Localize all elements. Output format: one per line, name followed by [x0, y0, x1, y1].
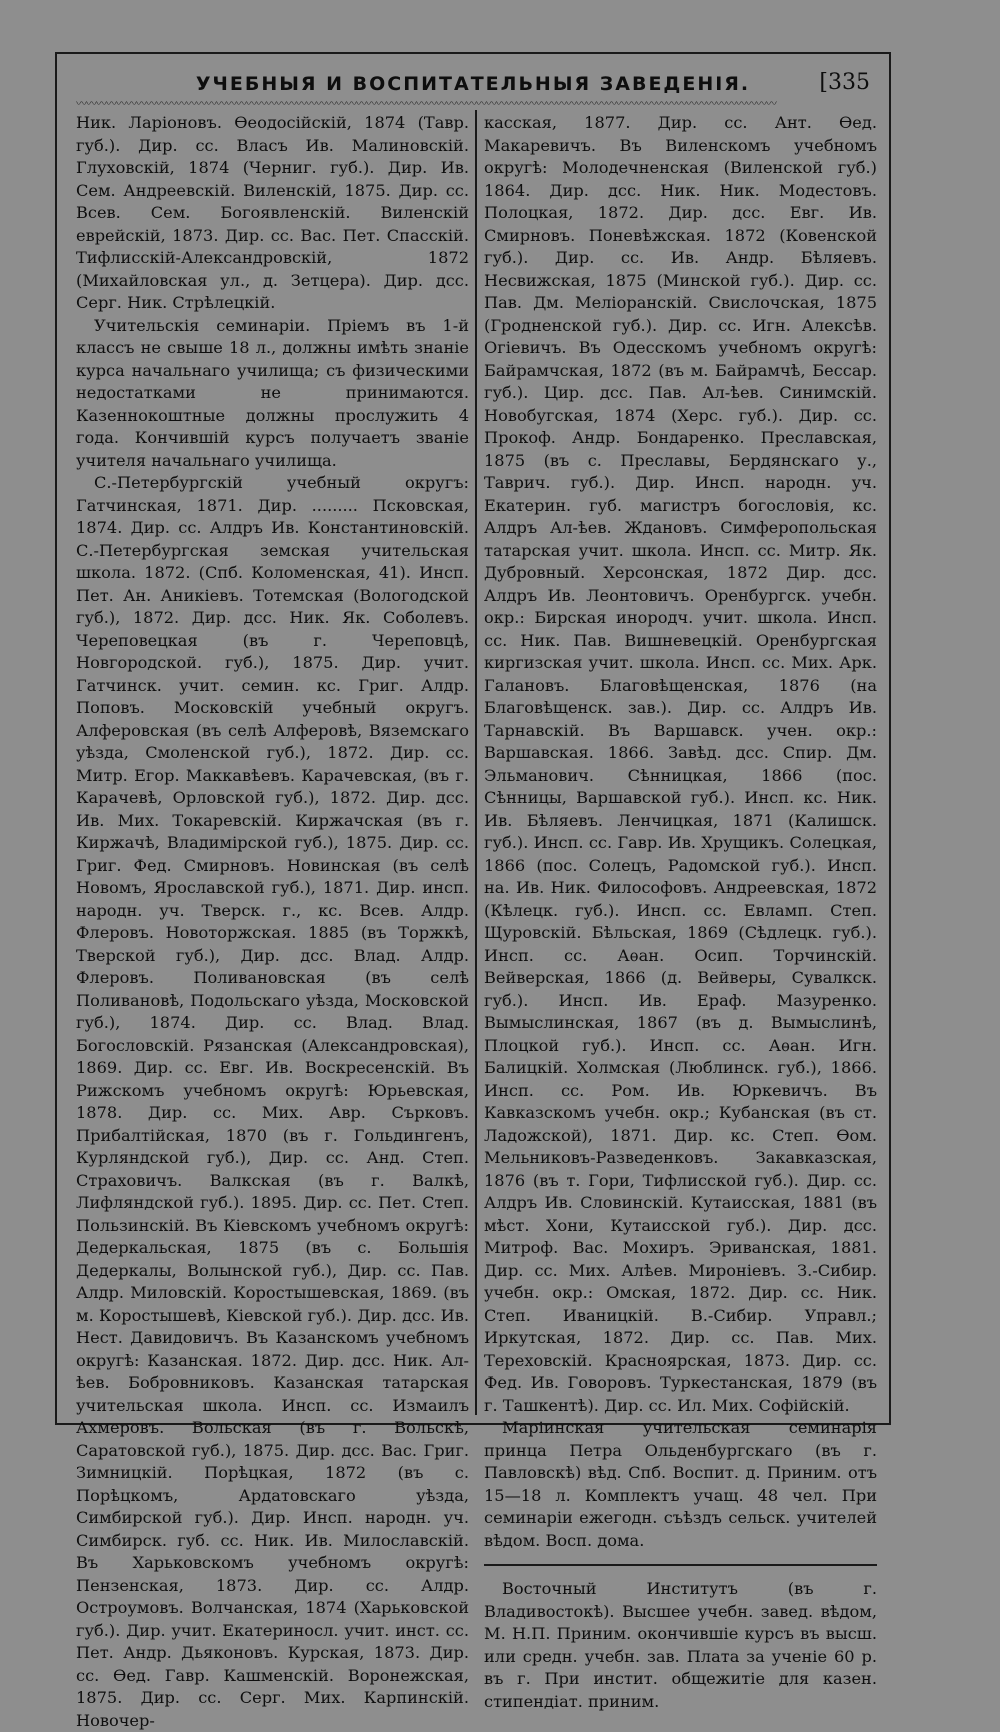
column-divider — [475, 110, 477, 1415]
text-paragraph: Учительскія семинаріи. Пріемъ въ 1-й классъ не свыше 18 л., должны имѣть знаніе курса начальнаго училища; съ физическими недостатками не принимаются. Казеннокоштные должны прослужить 4 года. Кончившій курсъ получаетъ званіе учителя начальнаго училища. — [76, 315, 469, 470]
text-paragraph: касская, 1877. Дир. сс. Ант. Ѳед. Макаревичъ. Въ Виленскомъ учебномъ округѣ: Молодечненская (Виленской губ.) 1864. Дир. дсс. Ник. Ник. Модестовъ. Полоцкая, 1872. Дир. дсс. Евг. Ив. Смирновъ. Поневѣжская. 1872 (Ковенской губ.). Дир. сс. Ив. Андр. Бѣляевъ. Несвижская, 1875 (Минской губ.). Дир. сс. Пав. Дм. Меліоранскій. Свислочская, 1875 (Гродненской губ.). Дир. сс. Игн. Алексѣв. Огіевичъ. Въ Одесскомъ учебномъ округѣ: Байрамчская, 1872 (въ м. Байрамчѣ, Бессар. губ.). Цир. дсс. Пав. Ал-ѣев. Синимскій. Новобугская, 1874 (Херс. губ.). Дир. сс. Прокоф. Андр. Бондаренко. Преславская, 1875 (въ с. Преславы, Бердянскаго у., Таврич. губ.). Дир. Инсп. народн. уч. Екатерин. губ. магистръ богословія, кс. Алдръ Ал-ѣев. Ждановъ. Симферопольская татарская учит. школа. Инсп. сс. Митр. Як. Дубровный. Херсонская, 1872 Дир. дсс. Алдръ Ив. Леонтовичъ. Оренбургск. учебн. окр.: Бирская инородч. учит. школа. Инсп. сс. Ник. Пав. Вишневецкій. Оренбургская киргизская учит. школа. Инсп. сс. Мих. Арк. Галановъ. Благовѣщенская, 1876 (на Благовѣщенск. зав.). Дир. сс. Алдръ Ив. Тарнавскій. Въ Варшавск. учен. окр.: Варшавская. 1866. Завѣд. дсс. Спир. Дм. Эльманович. Сѣнницкая, 1866 (пос. Сѣнницы, Варшавской губ.). Инсп. кс. Ник. Ив. Бѣляевъ. Ленчицкая, 1871 (Калишск. губ.). Инсп. сс. Гавр. Ив. Хрущикъ. Солецкая, 1866 (пос. Солецъ, Радомской губ.). Инсп. на. Ив. Ник. Философовъ. Андреевская, 1872 (Кѣлецк. губ.). Инсп. сс. Евламп. Степ. Щуровскій. Бѣльская, 1869 (Сѣдлецк. губ.). Инсп. сс. Аѳан. Осип. Торчинскій. Вейверская, 1866 (д. Вейверы, Сувалкск. губ.). Инсп. Ив. Ераф. Мазуренко. Вымыслинская, 1867 (въ д. Вымыслинѣ, Плоцкой губ.). Инсп. сс. Аѳан. Игн. Балицкій. Холмская (Люблинск. губ.), 1866. Инсп. сс. Ром. Ив. Юркевичъ. Въ Кавказскомъ учебн. окр.; Кубанская (въ ст. Ладожской), 1871. Дир. кс. Степ. Ѳом. Мельниковъ-Разведенковъ. Закавказская, 1876 (въ т. Гори, Тифлисской губ.). Дир. сс. Алдръ Ив. Словинскій. Кутаисская, 1881 (въ мѣст. Хони, Кутаисской губ.). Дир. дсс. Митроф. Вас. Мохиръ. Эриванская, 1881. Дир. сс. Мих. Алѣев. Мироніевъ. З.-Сибир. учебн. окр.: Омская, 1872. Дир. сс. Ник. Степ. Иваницкій. В.-Сибир. Управл.; Иркутская, 1872. Дир. сс. Пав. Мих. Тереховскій. Красноярская, 1873. Дир. сс. Фед. Ив. Говоровъ. Туркестанская, 1879 (въ г. Ташкентѣ). Дир. сс. Ил. Мих. Софійскій. — [484, 113, 877, 1415]
header-ornament-rule: 〰〰〰〰〰〰〰〰〰〰〰〰〰〰〰〰〰〰〰〰〰〰〰〰〰〰〰〰〰〰〰〰〰〰〰〰〰〰〰〰〰〰〰〰〰〰〰〰〰〰〰〰〰〰〰〰〰〰〰〰〰〰〰〰〰〰〰〰〰〰 — [76, 100, 776, 108]
section-divider — [484, 1564, 877, 1566]
left-column — [76, 112, 469, 1732]
text-paragraph: Восточный Институтъ (въ г. Владивостокѣ). Высшее учебн. завед. вѣдом, М. Н.П. Приним. окончившіе курсъ въ высш. или средн. учебн. зав. Плата за ученіе 60 р. въ г. При инстит. общежитіе для казен. стипендіат. приним. — [484, 1579, 877, 1711]
text-paragraph: Ник. Ларіоновъ. Ѳеодосійскій, 1874 (Тавр. губ.). Дир. сс. Власъ Ив. Малиновскій. Глуховскій, 1874 (Черниг. губ.). Дир. Ив. Сем. Андреевскій. Виленскій, 1875. Дир. сс. Всев. Сем. Богоявленскій. Виленскій еврейскій, 1873. Дир. сс. Вас. Пет. Спасскій. Тифлисскій-Александровскій, 1872 (Михайловская ул., д. Зетцера). Дир. дсс. Серг. Ник. Стрѣлецкій. — [76, 113, 469, 312]
header-title: УЧЕБНЫЯ И ВОСПИТАТЕЛЬНЫЯ ЗАВЕДЕНІЯ. — [195, 73, 751, 95]
text-paragraph: Маріинская учительская семинарія принца Петра Ольденбургскаго (въ г. Павловскѣ) вѣд. Спб. Воспит. д. Приним. отъ 15—18 л. Комплектъ учащ. 48 чел. При семинаріи ежегодн. съѣздъ сельск. учителей вѣдом. Восп. дома. — [484, 1418, 877, 1550]
right-column — [484, 112, 877, 1713]
running-header — [62, 70, 884, 104]
text-paragraph: С.-Петербургскій учебный округъ: Гатчинская, 1871. Дир. ......... Псковская, 1874. Дир. сс. Алдръ Ив. Константиновскій. С.-Петербургская земская учительская школа. 1872. (Спб. Коломенская, 41). Инсп. Пет. Ан. Аникіевъ. Тотемская (Вологодской губ.), 1872. Дир. дсс. Ник. Як. Соболевъ. Череповецкая (въ г. Череповцѣ, Новгородской. губ.), 1875. Дир. учит. Гатчинск. учит. семин. кс. Григ. Алдр. Поповъ. Московскій учебный округъ. Алферовская (въ селѣ Алферовѣ, Вяземскаго уѣзда, Смоленской губ.), 1872. Дир. сс. Митр. Егор. Маккавѣевъ. Карачевская, (въ г. Карачевѣ, Орловской губ.), 1872. Дир. дсс. Ив. Мих. Токаревскій. Киржачская (въ г. Киржачѣ, Владимірской губ.), 1875. Дир. сс. Григ. Фед. Смирновъ. Новинская (въ селѣ Новомъ, Ярославской губ.), 1871. Дир. инсп. народн. уч. Тверск. г., кс. Всев. Алдр. Флеровъ. Новоторжская. 1885 (въ Торжкѣ, Тверской губ.), Дир. дсс. Влад. Алдр. Флеровъ. Поливановская (въ селѣ Поливановѣ, Подольскаго уѣзда, Московской губ.), 1874. Дир. сс. Влад. Влад. Богословскій. Рязанская (Александровская), 1869. Дир. сс. Евг. Ив. Воскресенскій. Въ Рижскомъ учебномъ округѣ: Юрьевская, 1878. Дир. сс. Мих. Авр. Сърковъ. Прибалтійская, 1870 (въ г. Гольдингенъ, Курляндской губ.), Дир. сс. Анд. Степ. Страховичъ. Валкская (въ г. Валкѣ, Лифляндской губ.). 1895. Дир. сс. Пет. Степ. Пользинскій. Въ Кіевскомъ учебномъ округѣ: Дедеркальская, 1875 (въ с. Большія Дедеркалы, Волынской губ.), Дир. сс. Пав. Алдр. Миловскій. Коростышевская, 1869. (въ м. Коростышевѣ, Кіевской губ.). Дир. дсс. Ив. Нест. Давидовичъ. Въ Казанскомъ учебномъ округѣ: Казанская. 1872. Дир. дсс. Ник. Ал-ѣев. Бобровниковъ. Казанская татарская учительская школа. Инсп. сс. Измаилъ Ахмеровъ. Вольская (въ г. Вольскѣ, Саратовской губ.), 1875. Дир. дсс. Вас. Григ. Зимницкій. Порѣцкая, 1872 (въ с. Порѣцкомъ, Ардатовскаго уѣзда, Симбирской губ.). Дир. Инсп. народн. уч. Симбирск. губ. сс. Ник. Ив. Милославскій. Въ Харьковскомъ учебномъ округѣ: Пензенская, 1873. Дир. сс. Алдр. Остроумовъ. Волчанская, 1874 (Харьковской губ.). Дир. учит. Екатериносл. учит. инст. сс. Пет. Андр. Дьяконовъ. Курская, 1873. Дир. сс. Ѳед. Гавр. Кашменскій. Воронежская, 1875. Дир. сс. Серг. Мих. Карпинскій. Новочер- — [76, 473, 469, 1730]
page-number: [335 — [819, 70, 870, 95]
